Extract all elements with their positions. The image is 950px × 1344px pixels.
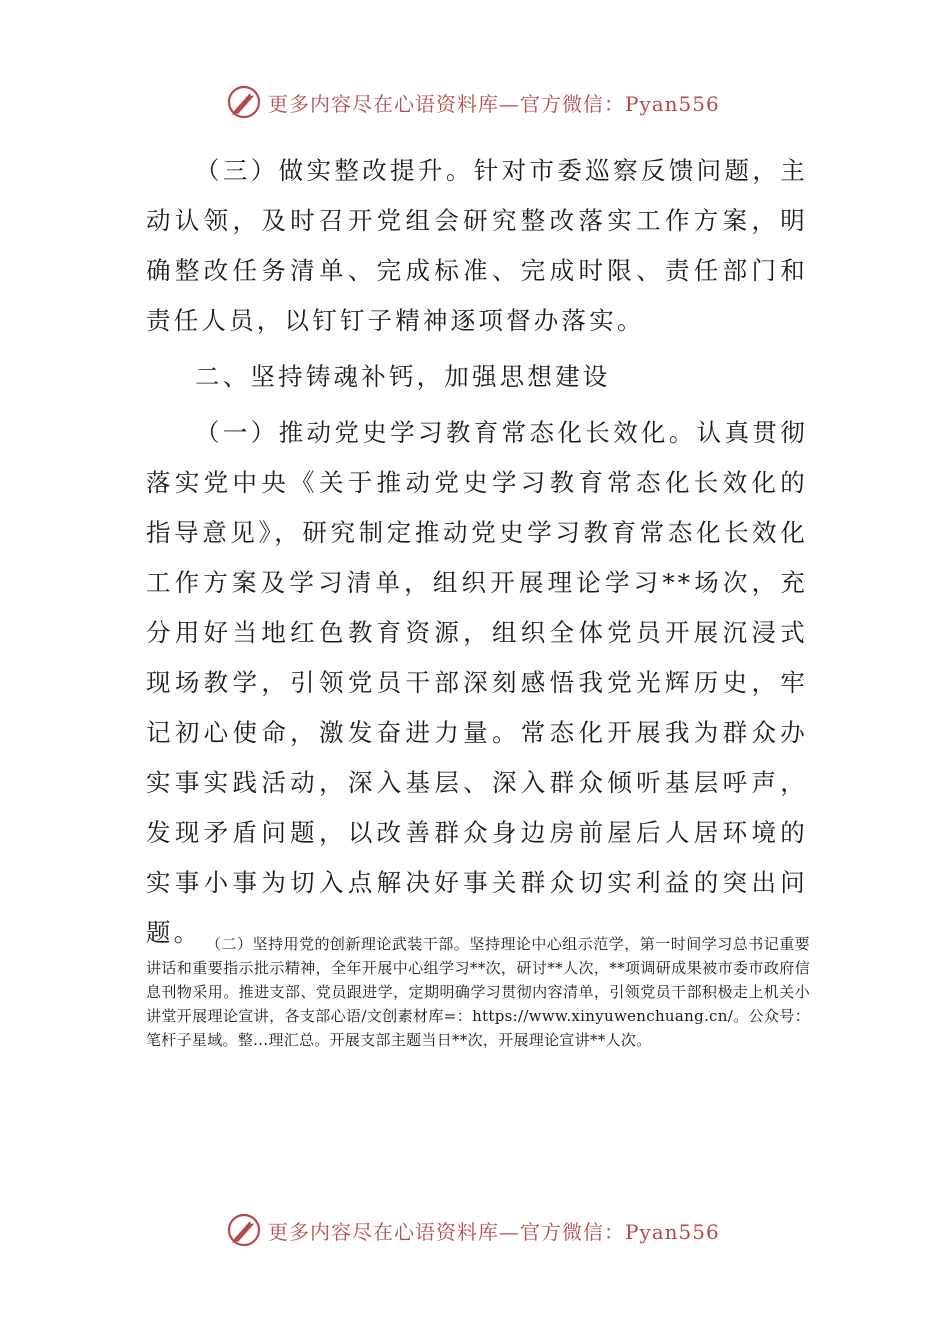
paragraph-party-history: （一）推动党史学习教育常态化长效化。认真贯彻落实党中央《关于推动党史学习教育常态化长效化的指导意见》，研究制定推动党史学习教育常态化长效化工作方案及学习清单，组织开展理论学习**场次，充分用好当地红色教育资源，组织全体党员开展沉浸式现场教学，引领党员干部深刻感悟我党光辉历史，牢记初心使命，激发奋进力量。常态化开展我为群众办实事实践活动，深入基层、深入群众倾听基层呼声，发现矛盾问题，以改善群众身边房前屋后人居环境的实事小事为切入点解决好事关群众切实利益的突出问题。 xyxy=(146,418,808,947)
paragraph-rectification: （三）做实整改提升。针对市委巡察反馈问题，主动认领，及时召开党组会研究整改落实工作方案，明确整改任务清单、完成标准、完成时限、责任部门和责任人员，以钉钉子精神逐项督办落实。 xyxy=(146,156,808,335)
section-heading: 二、坚持铸魂补钙，加强思想建设 xyxy=(195,362,611,391)
footer-banner xyxy=(226,1210,746,1250)
pen-logo-icon xyxy=(226,1212,262,1248)
paragraph-theory-study: （二）坚持用党的创新理论武装干部。坚持理论中心组示范学，第一时间学习总书记重要讲话和重要指示批示精神，全年开展中心组学习**次，研讨**人次，**项调研成果被市委市政府信息刊物采用。推进支部、党员跟进学，定期明确学习贯彻内容清单，引领党员干部积极走上机关小讲堂开展理论宣讲，各支部心语/文创素材库=：https://www.xinyuwenchuang.cn/。公众号：笔杆子星域。整…理汇总。开展支部主题当日**次，开展理论宣讲**人次。 xyxy=(146,935,810,1049)
document-body xyxy=(146,146,808,958)
footer-banner-text: 更多内容尽在心语资料库—官方微信：Pyan556 xyxy=(268,1219,720,1244)
small-text-block xyxy=(146,932,810,1052)
pen-logo-icon xyxy=(226,84,262,120)
header-banner xyxy=(226,82,746,122)
header-banner-text: 更多内容尽在心语资料库—官方微信：Pyan556 xyxy=(268,91,720,116)
